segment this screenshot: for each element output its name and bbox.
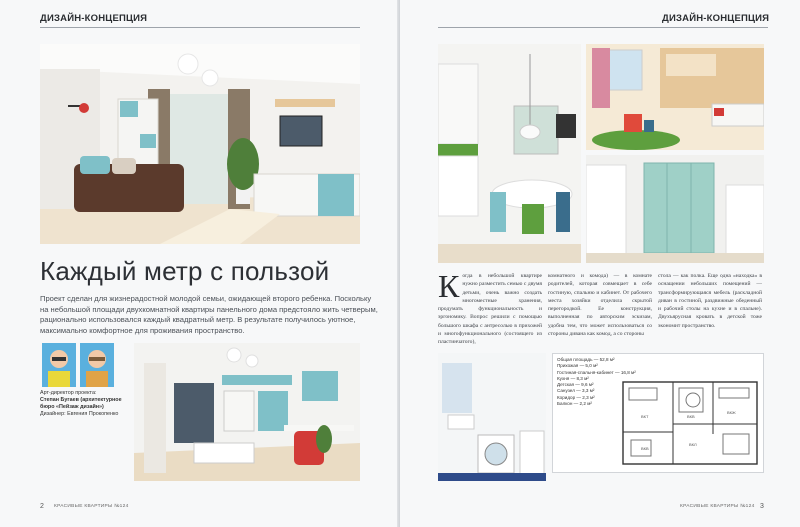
room-label: ВКВ <box>687 414 695 419</box>
designer-portrait <box>80 343 114 387</box>
column-text: стола — как полка. Еще одна «находка» в оснащении небольших помещений — трансформирующаяся мебель (раскладной диван в гостиной, раздвижные обеденный и рабочий столы на кухне и в спальне). Двухъярусная кровать в детской тоже экономит пространство. <box>658 273 762 329</box>
art-director-portrait <box>42 343 76 387</box>
project-credits <box>40 390 122 418</box>
article-column-1 <box>438 268 542 347</box>
credit-line: Арт-директор проекта: <box>40 390 97 396</box>
spec-item: Коридор — 2,3 м² <box>557 394 595 400</box>
column-text: огда в небольшой квартире нужно разместить семью с двумя детьми, очень важно создать многоместные хранения, продумать функциональность и эргономику. Вопрос решили с помощью большого шкафа с антресолью в прихожей и многофункционального (состоящего из пластинчатого), <box>438 273 542 346</box>
article-dropcap: К <box>438 268 460 304</box>
floorplan-box <box>552 353 764 473</box>
spec-item: Кухня — 8,3 м² <box>557 375 589 381</box>
spec-item: Балкон — 2,2 м² <box>557 401 592 407</box>
spec-item: Гостиная-спальня-кабинет — 16,8 м² <box>557 369 636 375</box>
spec-item: Прихожая — 5,0 м² <box>557 363 598 369</box>
column-text: комнатного и комода) — в комнате родителей, которая совмещает в себе гостиную, спальню и кабинет. От рабочего места хозяйки отделила скрытой перегородкой. Ее конструкция, выполненная по авторским эскизам, удобна тем, что может использоваться со стороны дивана как комод, а со стороны <box>548 273 652 338</box>
kitchen-photo <box>438 44 581 263</box>
article-column-2 <box>548 272 652 338</box>
credit-line: бюро «Пейзаж дизайн») <box>40 404 104 410</box>
credit-line: Степан Бугаев (архитектурное <box>40 397 122 403</box>
magazine-name-right: КРАСИВЫЕ КВАРТИРЫ №124 <box>680 504 755 509</box>
section-label-right: ДИЗАЙН-КОНЦЕПЦИЯ <box>662 13 770 24</box>
page-number-left: 2 <box>40 503 44 510</box>
header-rule-left <box>40 27 360 28</box>
spec-item: Общая площадь — 52,8 м² <box>557 357 615 362</box>
room-label: ВКЛ <box>689 442 697 447</box>
bathroom-photo <box>438 353 546 481</box>
living-room-photo <box>40 44 360 244</box>
credit-line: Дизайнер: Евгения Прокопенко <box>40 411 119 417</box>
article-headline: Каждый метр с пользой <box>40 256 330 286</box>
floorplan-drawing <box>613 374 763 472</box>
room-label: ВКТ <box>641 414 649 419</box>
room-label: ВКЖ <box>727 410 736 415</box>
header-rule-right <box>438 27 768 28</box>
room-label: ВКВ <box>641 446 649 451</box>
section-label-left: ДИЗАЙН-КОНЦЕПЦИЯ <box>40 13 148 24</box>
page-number-right: 3 <box>760 503 764 510</box>
hallway-wardrobe-photo <box>586 155 764 263</box>
article-column-3 <box>658 272 762 330</box>
study-corner-photo <box>134 343 360 481</box>
article-lead: Проект сделан для жизнерадостной молодой семьи, ожидающей второго ребенка. Поскольку на небольшой площади двухкомнатной квартиры панельного дома предстояло жить четверым, рационально использовался каждый квадратный метр. В результате получилось уютное, максимально комфортное для проживания пространство. <box>40 294 378 335</box>
kids-room-photo <box>586 44 764 150</box>
spec-item: Детская — 9,6 м² <box>557 382 594 388</box>
magazine-name-left: КРАСИВЫЕ КВАРТИРЫ №124 <box>54 504 129 509</box>
spec-item: Санузел — 3,3 м² <box>557 388 595 394</box>
